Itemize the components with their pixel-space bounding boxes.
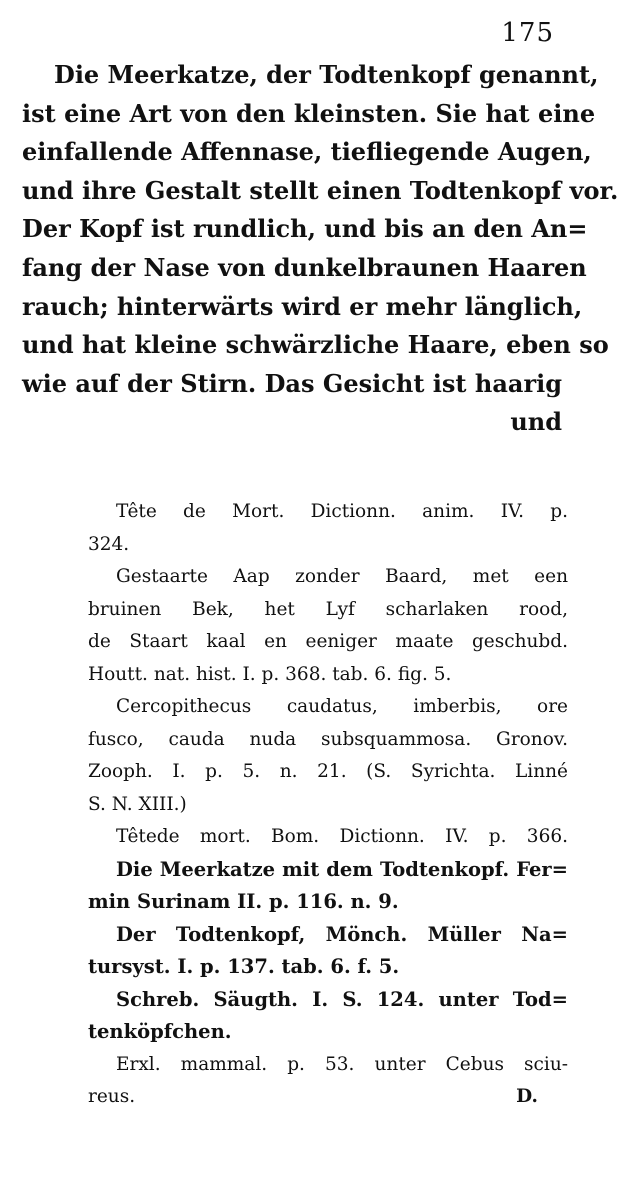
footnote-line: bruinen Bek, het Lyf scharlaken rood, [88, 598, 568, 620]
footnotes-block [88, 496, 568, 1114]
footnote-line: tursyst. I. p. 137. tab. 6. f. 5. [88, 955, 400, 978]
footnote-entry [88, 821, 568, 854]
footnote-line: Têtede mort. Bom. Dictionn. IV. p. 366. [116, 826, 568, 847]
catchword: D. [516, 1086, 538, 1107]
main-text-line: und ihre Gestalt stellt einen Todtenkopf vor. [22, 175, 619, 205]
main-text-line: Die Meerkatze, der Todtenkopf genannt, [54, 60, 599, 89]
main-text-line: Der Kopf ist rundlich, und bis an den An= [22, 214, 588, 244]
footnote-line: 324. [88, 533, 130, 555]
footnote-line: S. N. XIII.) [88, 793, 187, 815]
footnote-entry [88, 919, 568, 984]
main-text-block [22, 56, 619, 442]
main-text-line: rauch; hinterwärts wird er mehr länglich, [22, 291, 583, 321]
footnote-line: Gestaarte Aap zonder Baard, met een [116, 566, 568, 587]
footnote-line: tenköpfchen. [88, 1020, 232, 1043]
footnote-line: Die Meerkatze mit dem Todtenkopf. Fer= [116, 857, 568, 881]
footnote-entry [88, 1049, 568, 1114]
footnote-line: fusco, cauda nuda subsquammosa. Gronov. [88, 728, 568, 750]
main-text-line: fang der Nase von dunkelbraunen Haaren [22, 252, 587, 282]
main-text-line: wie auf der Stirn. Das Gesicht ist haarig [22, 368, 562, 398]
footnote-line: Tête de Mort. Dictionn. anim. IV. p. [116, 501, 568, 522]
footnote-entry [88, 496, 568, 561]
footnote-entry [88, 691, 568, 821]
main-text-line: und hat kleine schwärzliche Haare, eben so [22, 330, 609, 360]
footnote-line: reus. [88, 1086, 136, 1107]
main-text-line: und [510, 407, 562, 437]
footnote-entry [88, 854, 568, 919]
footnote-line: Der Todtenkopf, Mönch. Müller Na= [116, 922, 568, 946]
footnote-line: min Surinam II. p. 116. n. 9. [88, 890, 399, 913]
main-text-line: ist eine Art von den kleinsten. Sie hat eine [22, 98, 596, 128]
main-text-line: einfallende Affennase, tiefliegende Augen, [22, 137, 592, 167]
footnote-entry [88, 984, 568, 1049]
page-number: 175 [501, 18, 554, 48]
footnote-line: Schreb. Säugth. I. S. 124. unter Tod= [116, 987, 568, 1011]
footnote-line: Erxl. mammal. p. 53. unter Cebus sciu- [116, 1053, 568, 1075]
footnote-entry [88, 561, 568, 691]
footnote-line: Houtt. nat. hist. I. p. 368. tab. 6. fig. 5. [88, 663, 452, 685]
footnote-line: de Staart kaal en eeniger maate geschubd. [88, 631, 568, 652]
footnote-line: Zooph. I. p. 5. n. 21. (S. Syrichta. Linné [88, 761, 568, 782]
footnote-line: Cercopithecus caudatus, imberbis, ore [116, 696, 568, 717]
